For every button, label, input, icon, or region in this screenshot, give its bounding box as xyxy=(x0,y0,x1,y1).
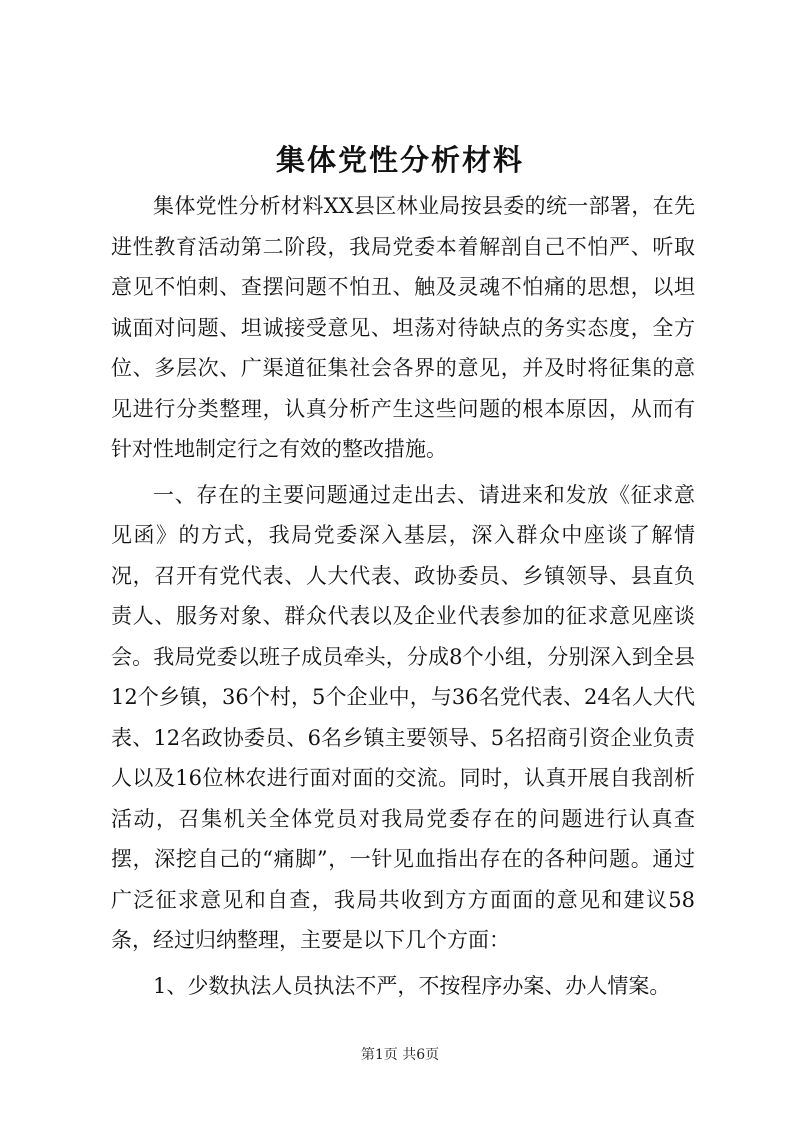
document-title: 集体党性分析材料 xyxy=(275,143,524,177)
page-number-footer: 第1页 共6页 xyxy=(360,1047,440,1063)
paragraph-intro: 集体党性分析材料XX县区林业局按县委的统一部署，在先进性教育活动第二阶段，我局党委本着解剖自己不怕严、听取意见不怕刺、查摆问题不怕丑、触及灵魂不怕痛的思想，以坦诚面对问题、坦诚接受意见、坦荡对待缺点的务实态度，全方位、多层次、广渠道征集社会各界的意见，并及时将征集的意见进行分类整理，认真分析产生这些问题的根本原因，从而有针对性地制定行之有效的整改措施。 xyxy=(111,194,695,461)
paragraph-main-problems: 一、存在的主要问题通过走出去、请进来和发放《征求意见函》的方式，我局党委深入基层，深入群众中座谈了解情况，召开有党代表、人大代表、政协委员、乡镇领导、县直负责人、服务对象、群众代表以及企业代表参加的征求意见座谈会。我局党委以班子成员牵头，分成8个小组，分别深入到全县12个乡镇，36个村，5个企业中，与36名党代表、24名人大代表、12名政协委员、6名乡镇主要领导、5名招商引资企业负责人以及16位林农进行面对面的交流。同时，认真开展自我剖析活动，召集机关全体党员对我局党委存在的问题进行认真查摆，深挖自己的“痛脚”，一针见血指出存在的各种问题。通过广泛征求意见和自查，我局共收到方方面面的意见和建议58条，经过归纳整理，主要是以下几个方面： xyxy=(111,482,695,952)
paragraph-item-1: 1、少数执法人员执法不严，不按程序办案、办人情案。 xyxy=(153,973,671,998)
document-body xyxy=(111,186,695,1011)
